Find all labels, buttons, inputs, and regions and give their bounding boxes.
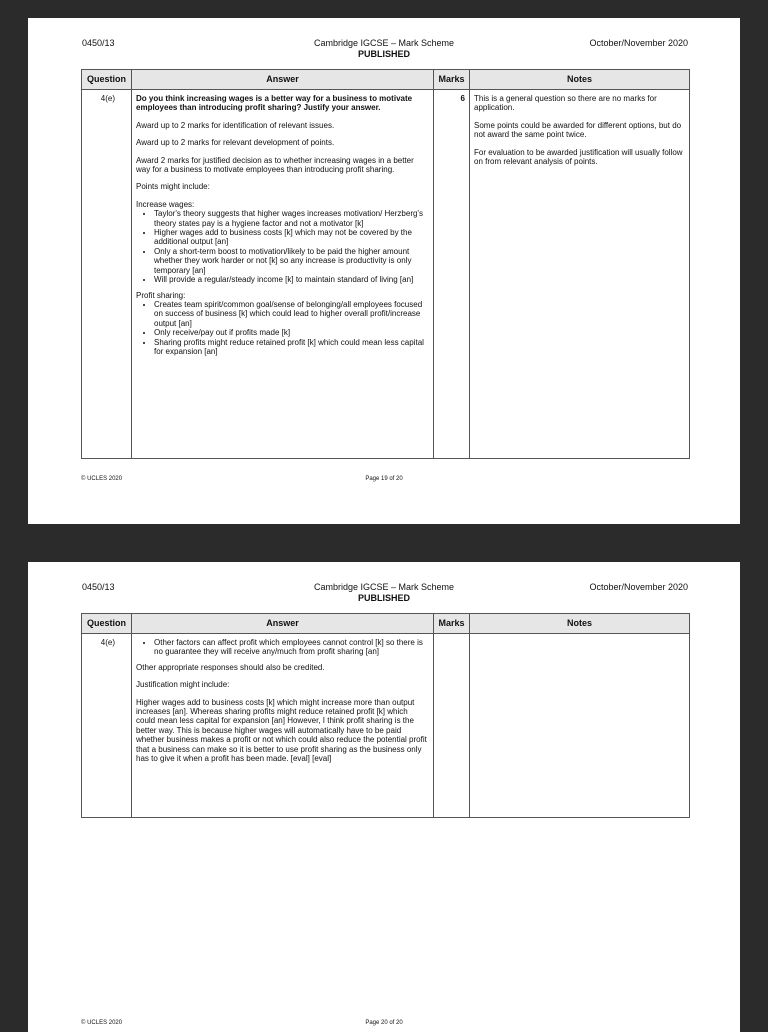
column-header-notes: Notes xyxy=(470,70,690,90)
answer-cell xyxy=(132,90,434,459)
published-label: PUBLISHED xyxy=(357,49,410,59)
marks-value xyxy=(434,634,470,818)
question-text: Do you think increasing wages is a better way for a business to motivate employees than introducing profit sharing? Justify your answer. xyxy=(136,94,413,113)
mark-scheme-title: Cambridge IGCSE – Mark Scheme xyxy=(313,38,455,48)
increase-wages-list xyxy=(136,209,429,284)
profit-sharing-heading: Profit sharing: xyxy=(136,290,186,300)
list-item: • Only a short-term boost to motivation/likely to be paid the higher amount whether they work harder or not [k] so any increase is productivity is only temporary [an] xyxy=(154,247,429,275)
table-header-row xyxy=(82,614,690,634)
copyright: © UCLES 2020 xyxy=(81,1020,123,1026)
list-item: • Sharing profits might reduce retained profit [k] which could mean less capital for expansion [an] xyxy=(154,338,429,357)
table-row xyxy=(82,90,690,459)
published-label: PUBLISHED xyxy=(357,593,410,603)
exam-session: October/November 2020 xyxy=(589,38,688,48)
column-header-marks: Marks xyxy=(434,70,470,90)
question-number: 4(e) xyxy=(82,90,132,459)
points-intro: Points might include: xyxy=(136,182,210,192)
justification-intro: Justification might include: xyxy=(136,680,230,690)
profit-sharing-list-continued xyxy=(136,638,429,657)
column-header-notes: Notes xyxy=(470,614,690,634)
list-item: • Higher wages add to business costs [k] which may not be covered by the additional output [an] xyxy=(154,228,429,247)
list-item: • Will provide a regular/steady income [k] to maintain standard of living [an] xyxy=(154,275,429,284)
document-page-20 xyxy=(28,562,740,1032)
note-2: Some points could be awarded for different options, but do not award the same point twice. xyxy=(474,120,682,140)
column-header-question: Question xyxy=(82,614,132,634)
list-item: • Only receive/pay out if profits made [k] xyxy=(154,328,429,337)
list-item: • Other factors can affect profit which employees cannot control [k] so there is no guarantee they will receive any/much from profit sharing [an] xyxy=(154,638,429,657)
table-header-row xyxy=(82,70,690,90)
notes-cell xyxy=(470,90,690,459)
award-rule-1: Award up to 2 marks for identification of relevant issues. xyxy=(136,120,335,130)
mark-scheme-table xyxy=(81,69,690,459)
justification-text: Higher wages add to business costs [k] which might increase more than output increases [an]. Whereas sharing profits might reduce retained profit [k] which could mean less capital for expansion [an] However, I think profit sharing is the better way. This is because higher wages will automatically have to be paid whether business makes a profit or not which could also reduce the potential profit that a business can make so it is better to use profit sharing as the business only has to give it when a profit has been made. [eval] [eval] xyxy=(136,697,427,764)
note-1: This is a general question so there are no marks for application. xyxy=(474,94,657,113)
exam-session: October/November 2020 xyxy=(589,582,688,592)
column-header-answer: Answer xyxy=(132,70,434,90)
syllabus-code: 0450/13 xyxy=(82,38,115,48)
column-header-answer: Answer xyxy=(132,614,434,634)
table-row xyxy=(82,634,690,818)
note-3: For evaluation to be awarded justification will usually follow on from relevant analysis of points. xyxy=(474,147,683,167)
page-number: Page 20 of 20 xyxy=(365,1020,403,1026)
marks-value: 6 xyxy=(434,90,470,459)
list-item: • Taylor's theory suggests that higher wages increases motivation/ Herzberg's theory states pay is a hygiene factor and not a motivator [k] xyxy=(154,209,429,228)
copyright: © UCLES 2020 xyxy=(81,476,123,482)
column-header-question: Question xyxy=(82,70,132,90)
syllabus-code: 0450/13 xyxy=(82,582,115,592)
profit-sharing-list xyxy=(136,300,429,356)
notes-cell xyxy=(470,634,690,818)
answer-cell xyxy=(132,634,434,818)
document-page-19 xyxy=(28,18,740,524)
award-rule-2: Award up to 2 marks for relevant development of points. xyxy=(136,138,335,148)
other-responses: Other appropriate responses should also be credited. xyxy=(136,662,325,672)
increase-wages-heading: Increase wages: xyxy=(136,199,195,209)
mark-scheme-title: Cambridge IGCSE – Mark Scheme xyxy=(313,582,455,592)
column-header-marks: Marks xyxy=(434,614,470,634)
award-rule-3: Award 2 marks for justified decision as to whether increasing wages in a better way for a business to motivate employees than introducing profit sharing. xyxy=(136,155,414,175)
question-number: 4(e) xyxy=(82,634,132,818)
list-item: • Creates team spirit/common goal/sense of belonging/all employees focused on success of business [k] which could lead to higher overall profit/increase output [an] xyxy=(154,300,429,328)
page-number: Page 19 of 20 xyxy=(365,476,403,482)
mark-scheme-table xyxy=(81,613,690,818)
